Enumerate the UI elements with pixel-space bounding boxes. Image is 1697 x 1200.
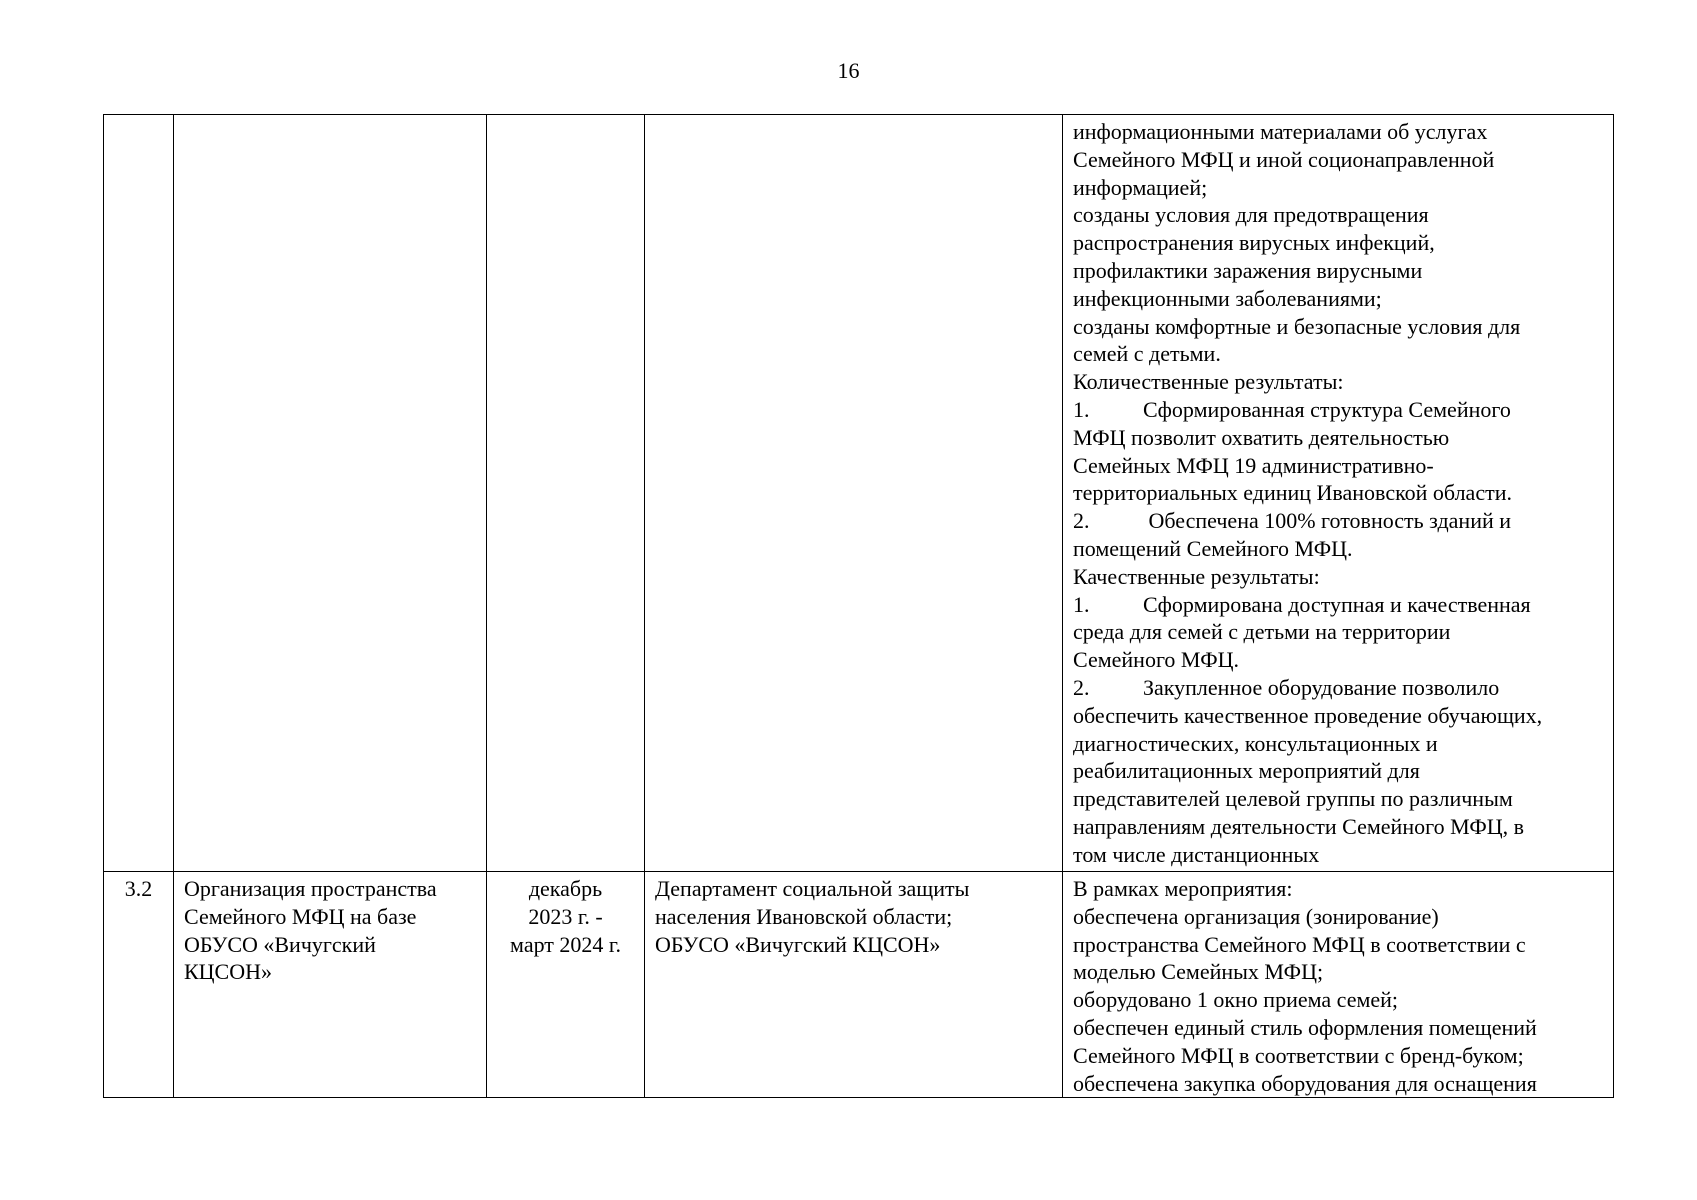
event-line: КЦСОН» xyxy=(184,959,273,985)
event-cell xyxy=(174,872,487,1098)
item-line: направлениям деятельности Семейного МФЦ, в xyxy=(1073,813,1524,839)
table-row xyxy=(104,115,1614,872)
result-line: информационными материалами об услугах xyxy=(1073,119,1488,144)
qualitative-item xyxy=(1073,591,1603,619)
item-line: МФЦ позволит охватить деятельностью xyxy=(1073,424,1450,450)
result-line: моделью Семейных МФЦ; xyxy=(1073,959,1324,985)
term-line: 2023 г. - xyxy=(528,903,603,929)
result-line: инфекционными заболеваниями; xyxy=(1073,285,1382,311)
row-number-cell xyxy=(104,872,174,1098)
term-cell xyxy=(487,872,645,1098)
item-line: Сформированная структура Семейного xyxy=(1143,396,1511,422)
item-number: 1. xyxy=(1073,591,1090,617)
result-line: Семейного МФЦ в соответствии с бренд-буком; xyxy=(1073,1042,1524,1068)
quantitative-item xyxy=(1073,507,1603,535)
executor-line: Департамент социальной защиты xyxy=(655,876,970,901)
item-line: представителей целевой группы по различным xyxy=(1073,786,1513,812)
item-number: 1. xyxy=(1073,396,1090,422)
result-line: созданы условия для предотвращения xyxy=(1073,202,1429,228)
result-line: семей с детьми. xyxy=(1073,341,1221,367)
result-cell xyxy=(1063,872,1614,1098)
item-number: 2. xyxy=(1073,508,1090,534)
executor-line: населения Ивановской области; xyxy=(655,903,953,929)
result-cell xyxy=(1063,115,1614,872)
item-line: том числе дистанционных xyxy=(1073,841,1320,867)
result-line: обеспечена организация (зонирование) xyxy=(1073,903,1439,929)
page-number: 16 xyxy=(837,58,860,83)
result-line: информацией; xyxy=(1073,174,1208,200)
result-line: созданы комфортные и безопасные условия для xyxy=(1073,313,1521,339)
item-line: Сформирована доступная и качественная xyxy=(1143,591,1531,617)
item-line: территориальных единиц Ивановской области. xyxy=(1073,480,1512,506)
result-line: профилактики заражения вирусными xyxy=(1073,257,1423,283)
result-line: Семейного МФЦ и иной соционаправленной xyxy=(1073,146,1495,172)
event-line: Семейного МФЦ на базе xyxy=(184,903,417,929)
executor-cell xyxy=(645,872,1063,1098)
item-line: реабилитационных мероприятий для xyxy=(1073,758,1420,784)
quantitative-title: Количественные результаты: xyxy=(1073,369,1344,395)
item-line: среда для семей с детьми на территории xyxy=(1073,619,1451,645)
term-line: декабрь xyxy=(528,876,603,901)
result-line: распространения вирусных инфекций, xyxy=(1073,230,1435,256)
executor-line: ОБУСО «Вичугский КЦСОН» xyxy=(655,931,941,957)
item-line: Обеспечена 100% готовность зданий и xyxy=(1143,508,1512,534)
result-line: оборудовано 1 окно приема семей; xyxy=(1073,987,1399,1013)
item-line: Семейного МФЦ. xyxy=(1073,647,1239,673)
item-line: Закупленное оборудование позволило xyxy=(1143,674,1500,700)
result-line: обеспечена закупка оборудования для оснащения xyxy=(1073,1070,1537,1096)
row-number-cell xyxy=(104,115,174,872)
executor-cell xyxy=(645,115,1063,872)
term-line: март 2024 г. xyxy=(510,931,621,957)
result-line: В рамках мероприятия: xyxy=(1073,876,1293,901)
qualitative-item xyxy=(1073,674,1603,702)
term-cell xyxy=(487,115,645,872)
event-line: Организация пространства xyxy=(184,876,437,901)
item-line: помещений Семейного МФЦ. xyxy=(1073,535,1353,561)
item-line: диагностических, консультационных и xyxy=(1073,730,1438,756)
item-line: Семейных МФЦ 19 административно- xyxy=(1073,452,1434,478)
result-line: обеспечен единый стиль оформления помещений xyxy=(1073,1014,1537,1040)
item-number: 2. xyxy=(1073,674,1090,700)
event-cell xyxy=(174,115,487,872)
result-line: пространства Семейного МФЦ в соответствии с xyxy=(1073,931,1526,957)
quantitative-item xyxy=(1073,396,1603,424)
item-line: обеспечить качественное проведение обучающих, xyxy=(1073,702,1543,728)
row-number: 3.2 xyxy=(124,876,153,901)
event-line: ОБУСО «Вичугский xyxy=(184,931,376,957)
table-row xyxy=(104,872,1614,1098)
qualitative-title: Качественные результаты: xyxy=(1073,563,1320,589)
plan-table xyxy=(103,114,1614,1098)
